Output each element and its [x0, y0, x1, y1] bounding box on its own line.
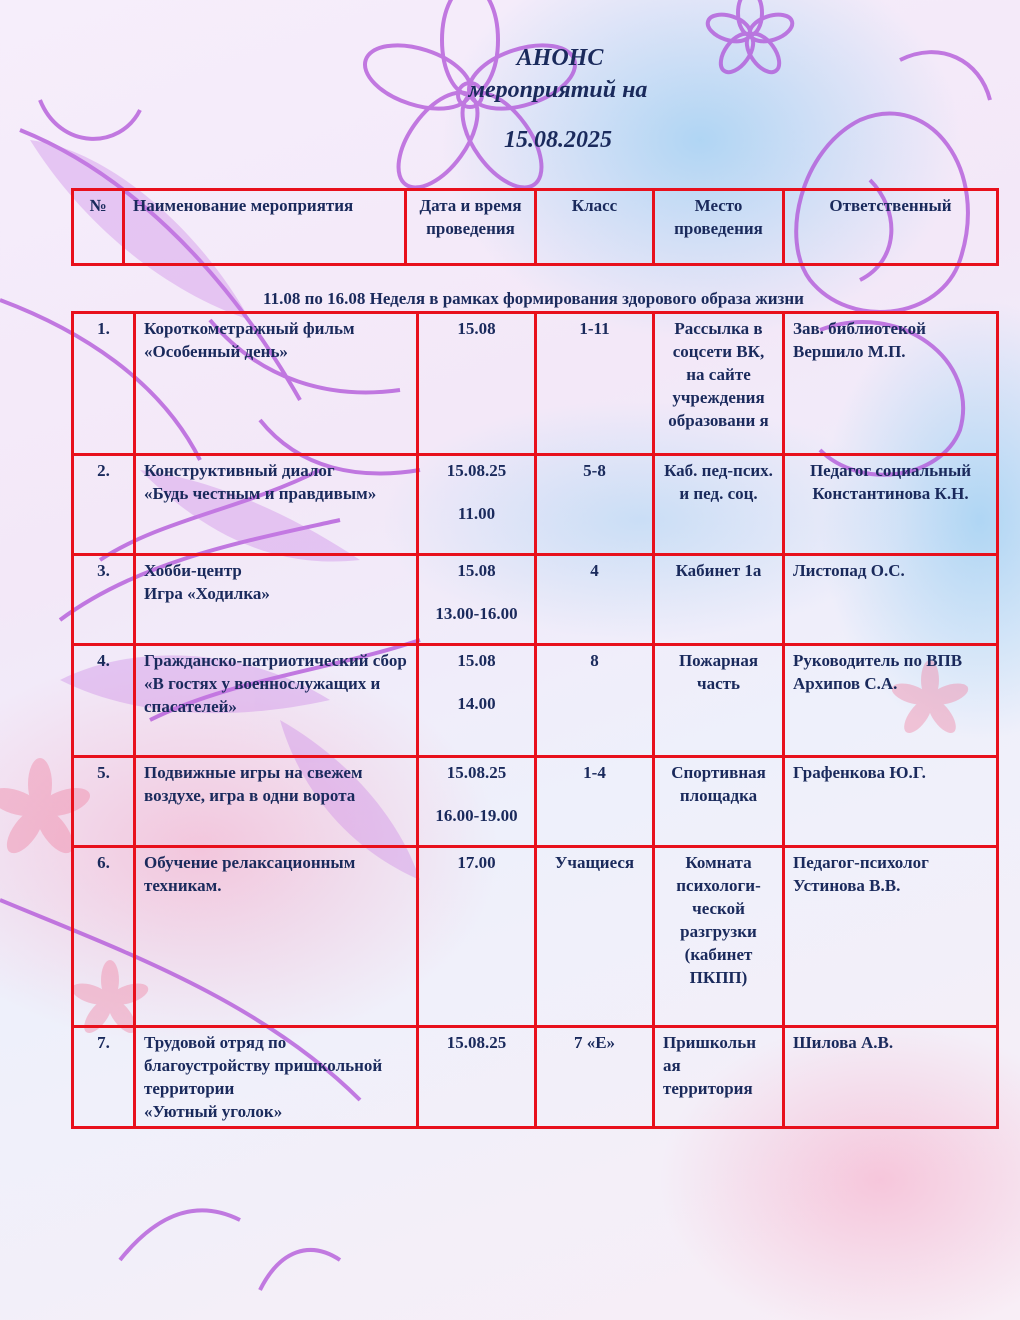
row-resp: Руководитель по ВПВ Архипов С.А. — [784, 645, 998, 757]
page-subtitle: мероприятий на — [468, 77, 648, 103]
row-name-line: Короткометражный фильм — [144, 319, 355, 338]
row-name-line: Трудовой отряд по благоустройству пришкольной территории — [144, 1033, 383, 1098]
row-class: 7 «Е» — [536, 1027, 654, 1128]
row-name-line: Обучение релаксационным техникам. — [144, 853, 356, 895]
row-class: 4 — [536, 555, 654, 645]
row-num: 1. — [73, 313, 135, 455]
header-date: Дата и время проведения — [406, 190, 536, 265]
table-row — [73, 757, 998, 847]
row-date — [418, 455, 536, 555]
row-resp: Педагог социальный Константинова К.Н. — [784, 455, 998, 555]
row-num: 3. — [73, 555, 135, 645]
row-name-line: «Особенный день» — [144, 342, 288, 361]
row-name-line: «Будь честным и правдивым» — [144, 484, 377, 503]
row-place: Рассылка в соцсети ВК, на сайте учреждения образовани я — [654, 313, 784, 455]
header-num: № — [73, 190, 124, 265]
row-num: 7. — [73, 1027, 135, 1128]
row-place: Пришкольн ая территория — [654, 1027, 784, 1128]
row-date — [418, 555, 536, 645]
events-table — [71, 311, 999, 1129]
row-resp: Шилова А.В. — [784, 1027, 998, 1128]
row-place: Кабинет 1а — [654, 555, 784, 645]
row-name — [135, 555, 418, 645]
row-name — [135, 455, 418, 555]
table-row — [73, 847, 998, 1027]
header-name: Наименование мероприятия — [124, 190, 406, 265]
row-class: Учащиеся — [536, 847, 654, 1027]
row-date-value: 15.08.25 — [446, 461, 507, 480]
row-name-line: Хобби-центр — [144, 561, 242, 580]
row-name — [135, 1027, 418, 1128]
row-class: 1-11 — [536, 313, 654, 455]
row-place: Комната психологи-ческой разгрузки (кабинет ПКПП) — [654, 847, 784, 1027]
row-date-value: 15.08 — [457, 561, 496, 580]
row-resp: Листопад О.С. — [784, 555, 998, 645]
row-num: 2. — [73, 455, 135, 555]
row-place: Спортивная площадка — [654, 757, 784, 847]
row-date — [418, 645, 536, 757]
header-table — [71, 188, 999, 266]
row-name-line: Игра «Ходилка» — [144, 584, 270, 603]
row-date — [418, 757, 536, 847]
header-place: Место проведения — [654, 190, 784, 265]
row-name-line: Конструктивный диалог — [144, 461, 335, 480]
row-resp: Педагог-психолог Устинова В.В. — [784, 847, 998, 1027]
row-resp: Графенкова Ю.Г. — [784, 757, 998, 847]
row-name — [135, 757, 418, 847]
row-date — [418, 1027, 536, 1128]
header-row — [73, 190, 998, 265]
week-label: 11.08 по 16.08 Неделя в рамках формирования здорового образа жизни — [263, 289, 804, 308]
page-date: 15.08.2025 — [504, 127, 612, 153]
row-time-value: 16.00-19.00 — [435, 806, 518, 825]
row-class: 5-8 — [536, 455, 654, 555]
table-row — [73, 1027, 998, 1128]
row-num: 4. — [73, 645, 135, 757]
row-name — [135, 313, 418, 455]
row-class: 1-4 — [536, 757, 654, 847]
row-class: 8 — [536, 645, 654, 757]
table-row — [73, 455, 998, 555]
row-date-value: 15.08.25 — [446, 1033, 507, 1052]
row-time-value: 14.00 — [457, 694, 496, 713]
row-name-line: «Уютный уголок» — [144, 1102, 283, 1121]
row-date-value: 15.08 — [457, 319, 496, 338]
row-name — [135, 847, 418, 1027]
header-resp: Ответственный — [784, 190, 998, 265]
row-name-line: Гражданско-патриотический сбор «В гостях у военнослужащих и спасателей» — [144, 651, 407, 716]
row-resp: Зав. библиотекой Вершило М.П. — [784, 313, 998, 455]
row-place: Пожарная часть — [654, 645, 784, 757]
row-num: 5. — [73, 757, 135, 847]
row-place: Каб. пед-псих. и пед. соц. — [654, 455, 784, 555]
row-date-value: 15.08 — [457, 651, 496, 670]
row-num: 6. — [73, 847, 135, 1027]
row-date — [418, 313, 536, 455]
row-date-value: 17.00 — [457, 853, 496, 872]
row-time-value: 13.00-16.00 — [435, 604, 518, 623]
row-name — [135, 645, 418, 757]
row-time-value: 11.00 — [457, 504, 496, 523]
page-title: АНОНС — [516, 45, 604, 71]
table-row — [73, 313, 998, 455]
header-class: Класс — [536, 190, 654, 265]
table-row — [73, 645, 998, 757]
row-name-line: Подвижные игры на свежем воздухе, игра в одни ворота — [144, 763, 363, 805]
row-date — [418, 847, 536, 1027]
table-row — [73, 555, 998, 645]
row-date-value: 15.08.25 — [446, 763, 507, 782]
